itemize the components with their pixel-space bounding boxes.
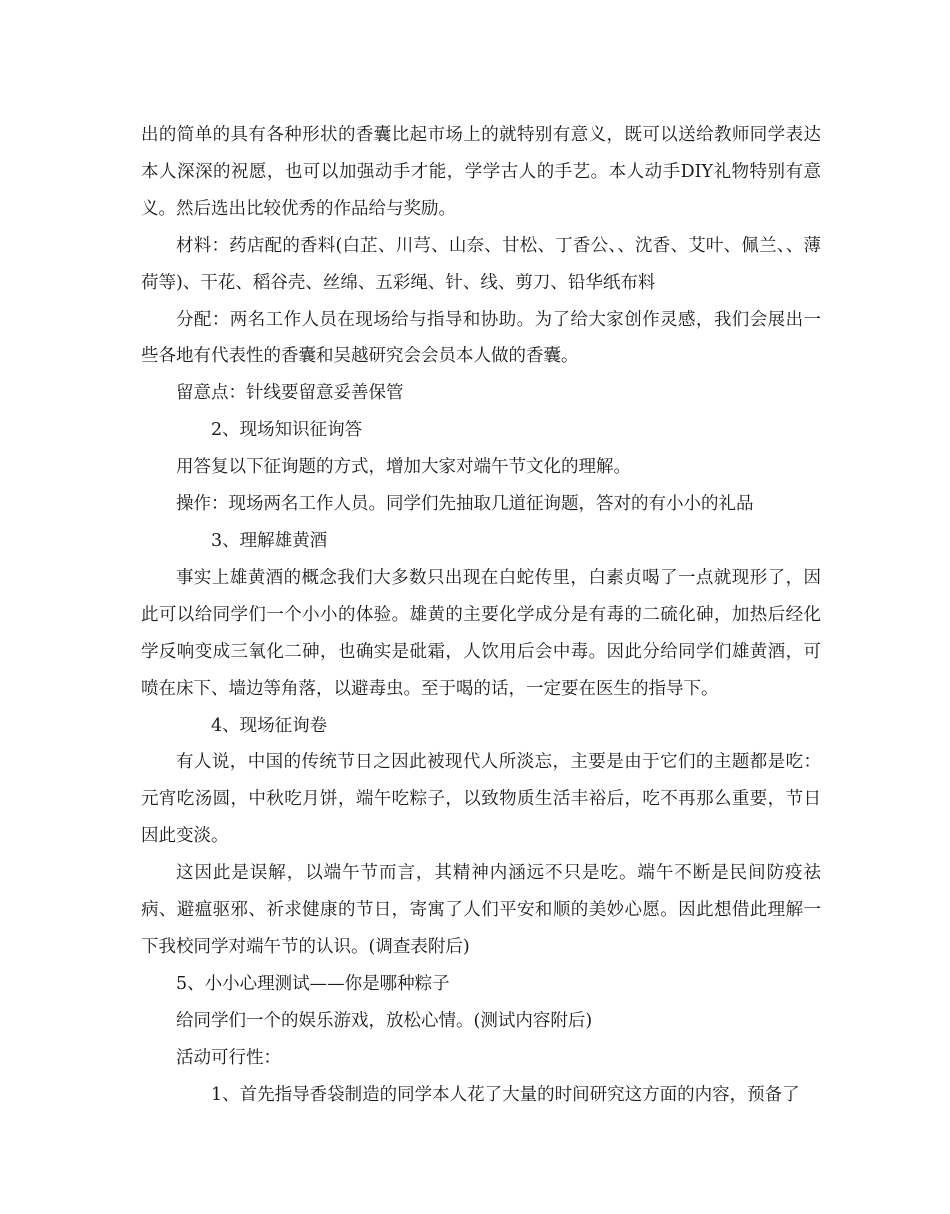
list-text: 首先指导香袋制造的同学本人花了大量的时间研究这方面的内容，预备了: [239, 1084, 800, 1105]
paragraph: 事实上雄黄酒的概念我们大多数只出现在白蛇传里，白素贞喝了一点就现形了，因此可以给同学们一个小小的体验。雄黄的主要化学成分是有毒的二硫化砷，加热后经化学反响变成三氧化二砷，也确实是砒霜，人饮用后会中毒。因此分给同学们雄黄酒，可喷在床下、墙边等角落，以避毒虫。至于喝的话，一定要在医生的指导下。: [141, 567, 821, 699]
paragraph: 用答复以下征询题的方式，增加大家对端午节文化的理解。: [176, 457, 631, 478]
section-number: 3、: [211, 530, 240, 551]
list-item-1: [141, 1077, 821, 1114]
section-heading-2: [141, 412, 821, 449]
paragraph: 这因此是误解，以端午节而言，其精神内涵远不只是吃。端午不断是民间防疫祛病、避瘟驱邪、祈求健康的节日，寄寓了人们平安和顺的美妙心愿。因此想借此理解一下我校同学对端午节的认识。(调查表附后): [141, 863, 821, 957]
paragraph: 出的简单的具有各种形状的香囊比起市场上的就特别有意义，既可以送给教师同学表达本人深深的祝愿，也可以加强动手才能，学学古人的手艺。本人动手DIY礼物特别有意义。然后选出比较优秀的作品给与奖励。: [141, 125, 821, 219]
section-title: 现场知识征询答: [239, 420, 363, 441]
section-heading-5: 5、小小心理测试——你是哪种粽子: [176, 973, 450, 994]
section-title: 理解雄黄酒: [239, 530, 328, 551]
paragraph-materials: 材料：药店配的香料(白芷、川芎、山奈、甘松、丁香公、、沈香、艾叶、佩兰、、薄荷等)、干花、稻谷壳、丝绵、五彩绳、针、线、剪刀、铅华纸布料: [141, 235, 821, 293]
paragraph-operation: 操作：现场两名工作人员。同学们先抽取几道征询题，答对的有小小的礼品: [176, 494, 754, 515]
document-body: [141, 117, 821, 1113]
list-number: 1、: [211, 1084, 240, 1105]
section-title: 现场征询卷: [239, 715, 328, 736]
section-number: 2、: [211, 420, 240, 441]
section-heading-3: [141, 523, 821, 560]
paragraph-notes: 留意点：针线要留意妥善保管: [176, 383, 404, 404]
paragraph-assignment: 分配：两名工作人员在现场给与指导和协助。为了给大家创作灵感，我们会展出一些各地有代表性的香囊和吴越研究会会员本人做的香囊。: [141, 309, 821, 367]
paragraph-feasibility: 活动可行性：: [176, 1047, 281, 1068]
paragraph: 给同学们一个的娱乐游戏，放松心情。(测试内容附后): [176, 1010, 593, 1031]
paragraph: 有人说，中国的传统节日之因此被现代人所淡忘，主要是由于它们的主题都是吃：元宵吃汤圆，中秋吃月饼，端午吃粽子，以致物质生活丰裕后，吃不再那么重要，节日因此变淡。: [141, 752, 821, 847]
section-heading-4: [141, 708, 821, 745]
section-number: 4、: [211, 715, 240, 736]
